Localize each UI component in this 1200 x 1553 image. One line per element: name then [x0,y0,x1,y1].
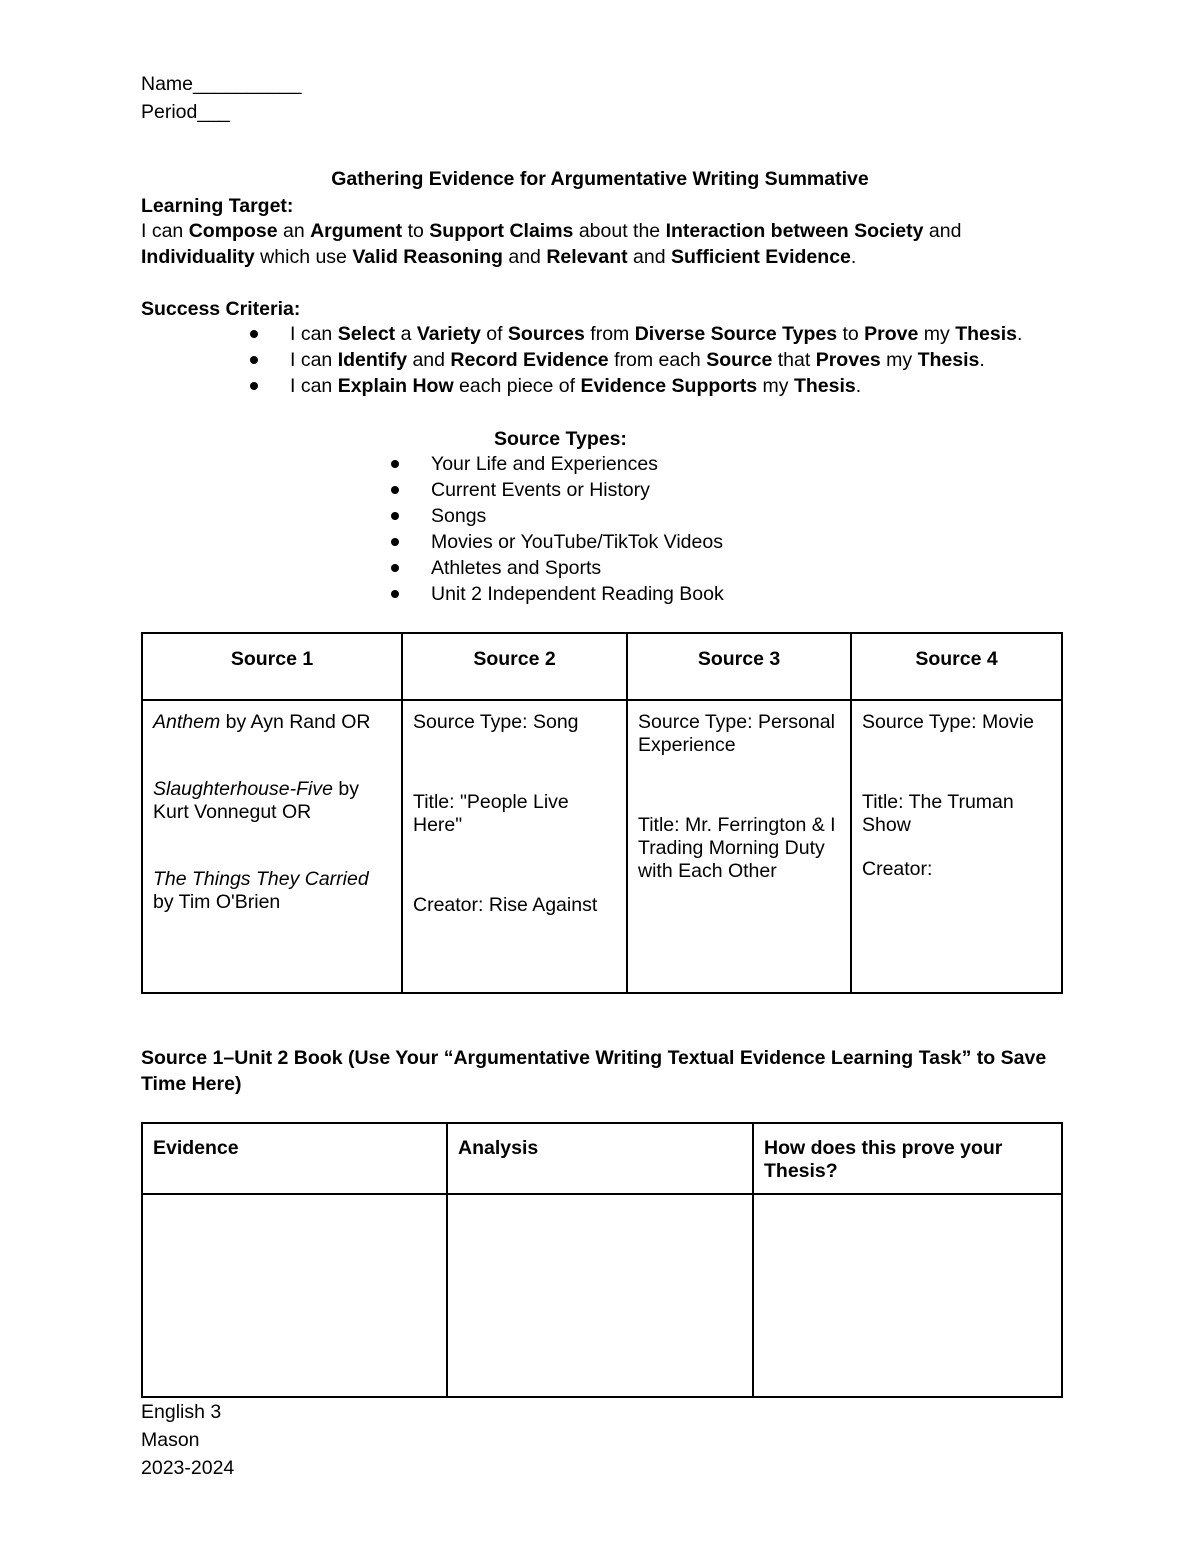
source-3-header: Source 3 [627,633,851,700]
prove-thesis-header: How does this prove your Thesis? [753,1123,1062,1194]
learning-target-run: an [277,220,311,242]
success-criterion-run: to [837,323,865,345]
name-line: Name__________ [141,73,302,95]
source-type-item [391,477,724,503]
learning-target-run: to [402,220,430,242]
success-criterion-run: . [1016,323,1023,345]
success-criterion-run: I can [290,323,338,345]
success-criterion-run: my [918,323,956,345]
evidence-entry-row [142,1194,1062,1397]
book-option-run: by Ayn Rand OR [220,711,371,733]
learning-target-run: Individuality [141,246,255,268]
source-type-label: Athletes and Sports [431,557,602,579]
footer-course: English 3 [141,1401,222,1423]
bullet-icon [391,460,399,468]
prove-thesis-entry-cell[interactable] [753,1194,1062,1397]
learning-target-run: Argument [310,220,403,242]
learning-target-run: Support Claims [429,220,574,242]
success-criterion-run: Sources [507,323,585,345]
learning-target-run: and [627,246,671,268]
source-types-list [391,451,724,607]
success-criterion-run: that [772,349,816,371]
bullet-icon [250,330,258,338]
success-criterion-run: Proves [815,349,881,371]
page-title: Gathering Evidence for Argumentative Writing Summative [331,168,869,190]
evidence-table [141,1122,1063,1398]
source-type-label: Your Life and Experiences [431,453,658,475]
book-option-run: by Tim O'Brien [153,891,281,913]
success-criterion-run: from each [608,349,707,371]
source-2-title: Title: "People Live Here" [413,791,569,836]
source-type-item [391,555,724,581]
book-option-things-they-carried [153,868,391,914]
success-criterion-run: . [979,349,985,371]
success-criterion-run: Diverse Source Types [634,323,838,345]
learning-target-run: Compose [188,220,278,242]
bullet-icon [391,512,399,520]
book-option-run: The Things They Carried [153,868,369,890]
book-option-run: by Kurt Vonnegut OR [153,778,359,823]
success-criterion-run: Source [706,349,773,371]
sources-header-row [142,633,1062,700]
success-criterion-run: Explain How [337,375,454,397]
evidence-entry-cell[interactable] [142,1194,447,1397]
source-1-cell [142,700,402,993]
bullet-icon [250,382,258,390]
success-criterion-item [250,321,1022,347]
source-4-cell [851,700,1062,993]
period-line: Period___ [141,101,230,123]
source-2-type: Source Type: Song [413,711,579,733]
source-1-section-heading: Source 1–Unit 2 Book (Use Your “Argumentative Writing Textual Evidence Learning Task” to Save Time Here) [141,1047,1047,1095]
success-criterion-run: Select [337,323,396,345]
success-criterion-run: Evidence Supports [580,375,758,397]
learning-target-run: . [850,246,857,268]
learning-target-label: Learning Target: [141,195,294,217]
success-criterion-run: Prove [864,323,919,345]
source-2-creator: Creator: Rise Against [413,894,598,916]
learning-target-run: I can [141,220,189,242]
learning-target-run: about the [573,220,666,242]
source-type-label: Unit 2 Independent Reading Book [431,583,724,605]
footer-year: 2023-2024 [141,1457,235,1479]
learning-target-text [141,218,1011,270]
learning-target-run: Sufficient Evidence [671,246,851,268]
analysis-entry-cell[interactable] [447,1194,753,1397]
source-2-cell [402,700,627,993]
success-criterion-run: Thesis [955,323,1017,345]
source-4-title: Title: The Truman Show [862,791,1014,836]
sources-body-row [142,700,1062,993]
bullet-icon [391,590,399,598]
source-4-type: Source Type: Movie [862,711,1034,733]
success-criteria-list [250,321,1022,399]
book-option-run: Slaughterhouse-Five [153,778,333,800]
learning-target-run: Valid Reasoning [352,246,503,268]
success-criteria-label: Success Criteria: [141,298,301,320]
success-criterion-run: and [407,349,451,371]
book-option-run: Anthem [153,711,221,733]
source-type-item [391,581,724,607]
success-criterion-item [250,373,1022,399]
learning-target-run: and [502,246,547,268]
source-type-label: Current Events or History [431,479,650,501]
bullet-icon [391,486,399,494]
source-3-title: Title: Mr. Ferrington & I Trading Morning Duty with Each Other [638,814,836,882]
success-criterion-run: Thesis [917,349,980,371]
sources-table [141,632,1063,994]
source-2-header: Source 2 [402,633,627,700]
book-option-slaughterhouse-five [153,778,391,824]
success-criterion-run: of [480,323,508,345]
source-3-type: Source Type: Personal Experience [638,711,835,756]
success-criterion-run: Record Evidence [450,349,609,371]
success-criterion-run: my [880,349,918,371]
bullet-icon [391,538,399,546]
source-types-label: Source Types: [494,428,627,450]
footer-teacher: Mason [141,1429,200,1451]
success-criterion-run: each piece of [453,375,581,397]
success-criterion-run: my [757,375,794,397]
success-criterion-run: Identify [337,349,408,371]
source-1-header: Source 1 [142,633,402,700]
success-criterion-run: from [584,323,635,345]
learning-target-run: Interaction between Society [665,220,924,242]
evidence-header: Evidence [142,1123,447,1194]
source-type-item [391,503,724,529]
learning-target-run: Relevant [546,246,628,268]
success-criterion-item [250,347,1022,373]
source-3-cell [627,700,851,993]
source-4-creator: Creator: [862,858,933,880]
source-type-label: Songs [431,505,487,527]
success-criterion-run: Variety [416,323,481,345]
success-criterion-run: I can [290,375,338,397]
source-type-item [391,451,724,477]
source-type-label: Movies or YouTube/TikTok Videos [431,531,723,553]
success-criterion-run: . [855,375,862,397]
evidence-header-row [142,1123,1062,1194]
success-criterion-run: a [395,323,417,345]
learning-target-run: and [923,220,962,242]
success-criterion-run: I can [290,349,338,371]
analysis-header: Analysis [447,1123,753,1194]
bullet-icon [250,356,258,364]
success-criterion-run: Thesis [793,375,856,397]
source-4-header: Source 4 [851,633,1062,700]
bullet-icon [391,564,399,572]
source-type-item [391,529,724,555]
learning-target-run: which use [254,246,353,268]
book-option-anthem [153,711,391,734]
